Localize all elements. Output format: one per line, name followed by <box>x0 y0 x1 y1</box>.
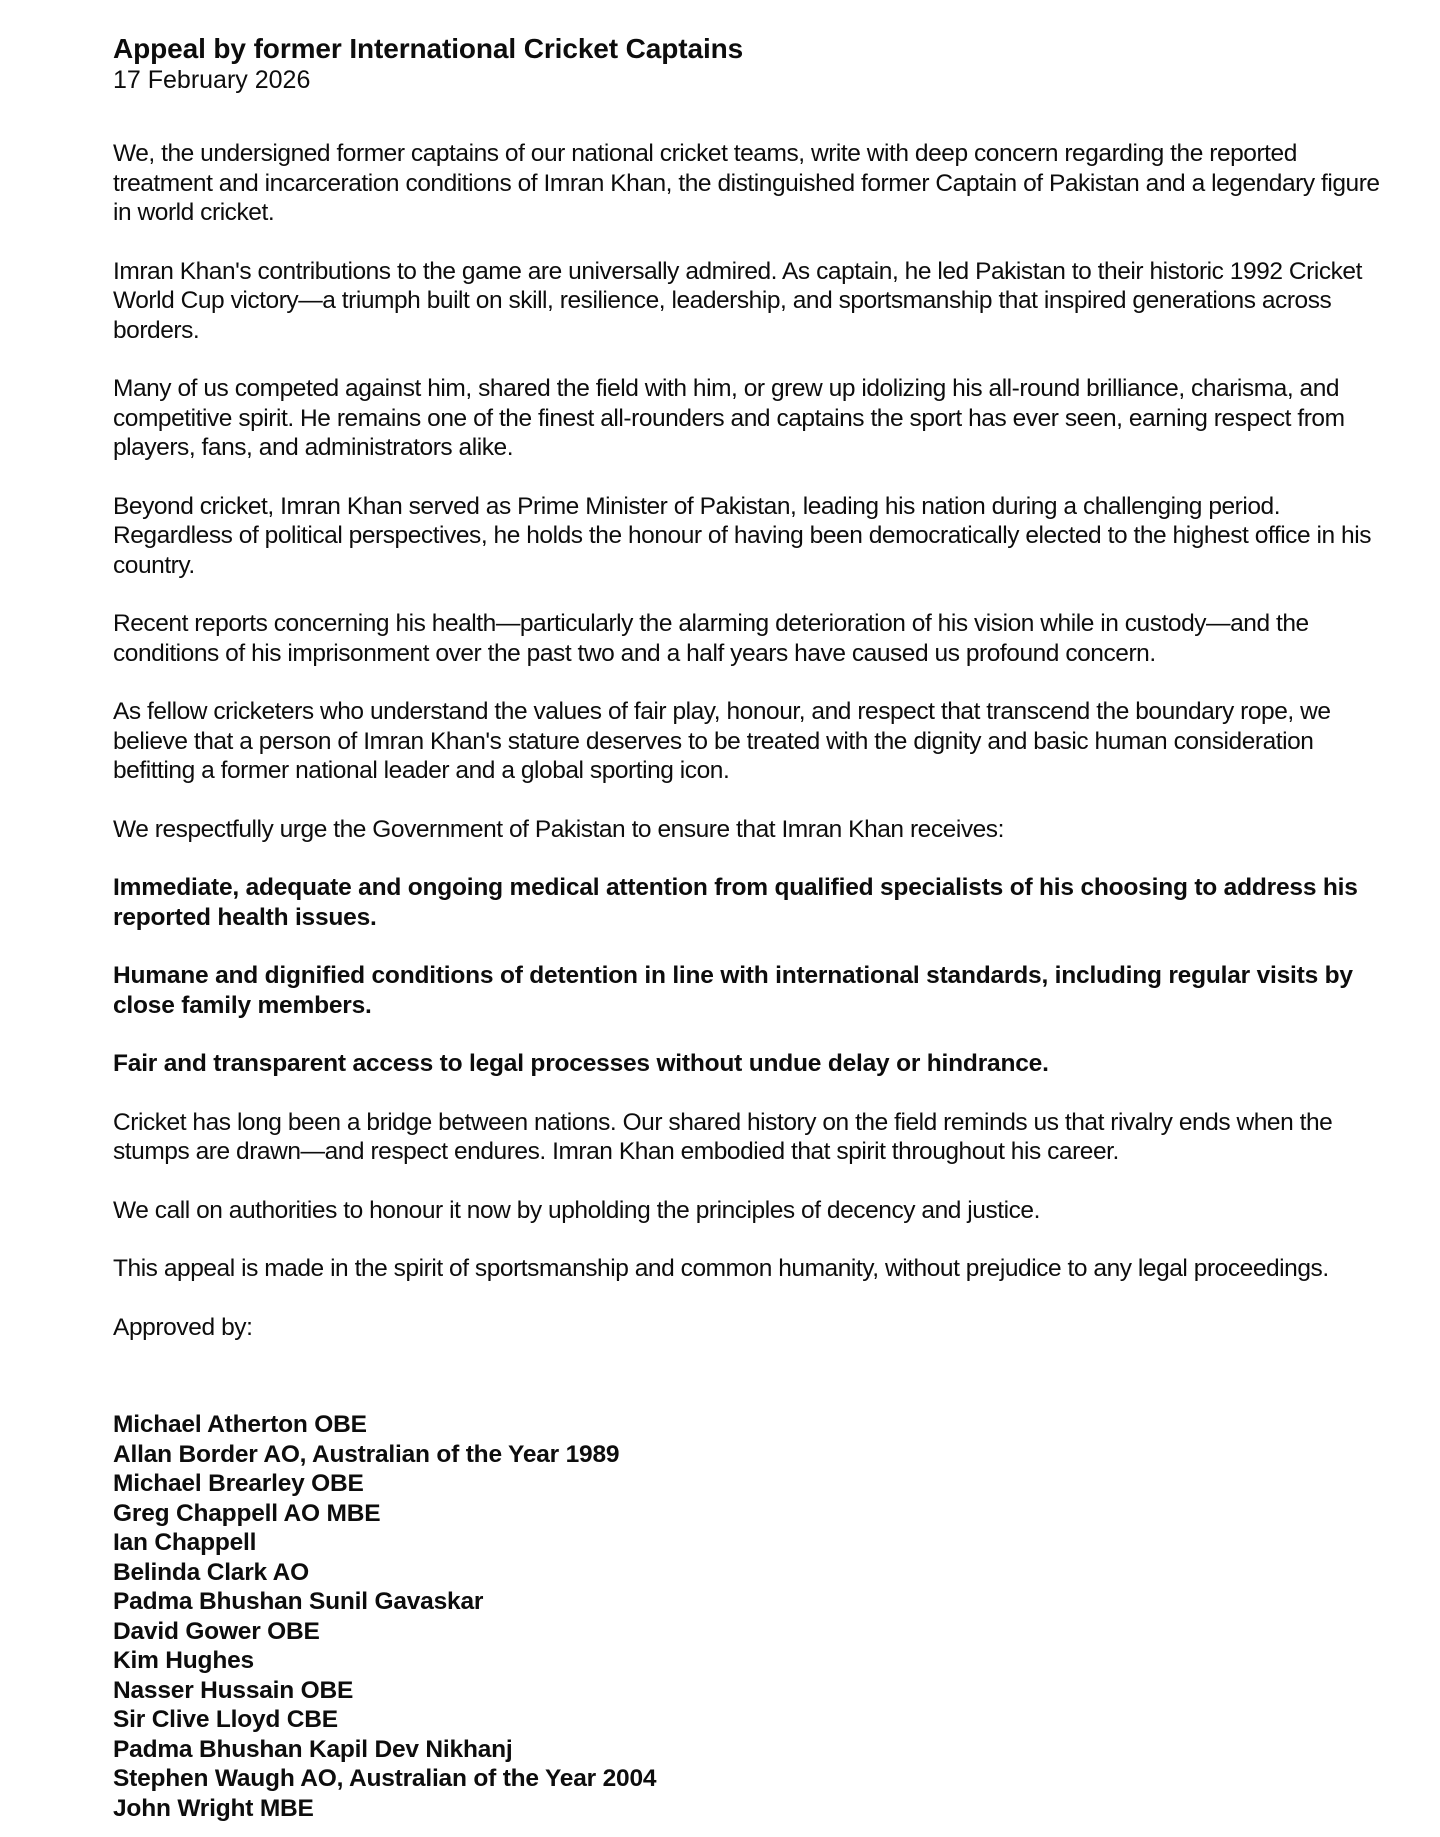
demand-item: Humane and dignified conditions of detention in line with international standards, including regular visits by close family members. <box>113 962 1353 1019</box>
signatory: Greg Chappell AO MBE <box>113 1499 381 1527</box>
approved-by-label: Approved by: <box>113 1313 253 1341</box>
signatory: Michael Atherton OBE <box>113 1411 367 1438</box>
signatory: Sir Clive Lloyd CBE <box>113 1706 338 1733</box>
signatory: John Wright MBE <box>113 1794 314 1822</box>
body-paragraph: We respectfully urge the Government of Pakistan to ensure that Imran Khan receives: <box>113 815 1004 843</box>
body-paragraph: Many of us competed against him, shared the field with him, or grew up idolizing his all-round brilliance, charisma, and competitive spirit. He remains one of the finest all-rounders and captains the sport has ever seen, earning respect from players, fans, and administrators alike. <box>113 375 1345 461</box>
demand-item: Immediate, adequate and ongoing medical attention from qualified specialists of his choosing to address his reported health issues. <box>113 874 1358 931</box>
signatory: David Gower OBE <box>113 1617 320 1645</box>
signatory: Michael Brearley OBE <box>113 1470 364 1497</box>
signatory: Stephen Waugh AO, Australian of the Year 2004 <box>113 1765 657 1792</box>
signatory: Padma Bhushan Sunil Gavaskar <box>113 1588 484 1615</box>
demand-item: Fair and transparent access to legal processes without undue delay or hindrance. <box>113 1050 1049 1077</box>
body-paragraph: Beyond cricket, Imran Khan served as Prime Minister of Pakistan, leading his nation during a challenging period. Regardless of political perspectives, he holds the honour of having been democratically elected to the highest office in his country. <box>113 492 1372 579</box>
closing-paragraph: This appeal is made in the spirit of sportsmanship and common humanity, without prejudice to any legal proceedings. <box>113 1255 1329 1282</box>
letter-title: Appeal by former International Cricket Captains <box>113 33 744 64</box>
body-paragraph: Imran Khan's contributions to the game are universally admired. As captain, he led Pakistan to their historic 1992 Cricket World Cup victory—a triumph built on skill, resilience, leadership, and sportsmanship that inspired generations across borders. <box>113 257 1362 344</box>
signatory: Kim Hughes <box>113 1647 254 1674</box>
body-paragraph: As fellow cricketers who understand the values of fair play, honour, and respect that transcend the boundary rope, we believe that a person of Imran Khan's stature deserves to be treated with the dignity and basic human consideration befitting a former national leader and a global sporting icon. <box>113 698 1331 784</box>
signatory-list <box>113 1410 1393 1823</box>
signatory: Nasser Hussain OBE <box>113 1676 354 1704</box>
body-paragraph: Recent reports concerning his health—particularly the alarming deterioration of his vision while in custody—and the conditions of his imprisonment over the past two and a half years have caused us profound concern. <box>113 610 1309 667</box>
signatory: Allan Border AO, Australian of the Year 1989 <box>113 1440 620 1468</box>
closing-paragraph: Cricket has long been a bridge between nations. Our shared history on the field reminds us that rivalry ends when the stumps are drawn—and respect endures. Imran Khan embodied that spirit throughout his career. <box>113 1108 1333 1165</box>
appeal-letter <box>113 33 1393 1823</box>
signatory: Padma Bhushan Kapil Dev Nikhanj <box>113 1735 513 1763</box>
signatory: Ian Chappell <box>113 1529 257 1556</box>
signatory: Belinda Clark AO <box>113 1558 310 1586</box>
closing-paragraph: We call on authorities to honour it now by upholding the principles of decency and justice. <box>113 1196 1040 1224</box>
letter-date: 17 February 2026 <box>113 66 311 94</box>
body-paragraph: We, the undersigned former captains of our national cricket teams, write with deep concern regarding the reported treatment and incarceration conditions of Imran Khan, the distinguished former Captain of Pakistan and a legendary figure in world cricket. <box>113 140 1380 226</box>
